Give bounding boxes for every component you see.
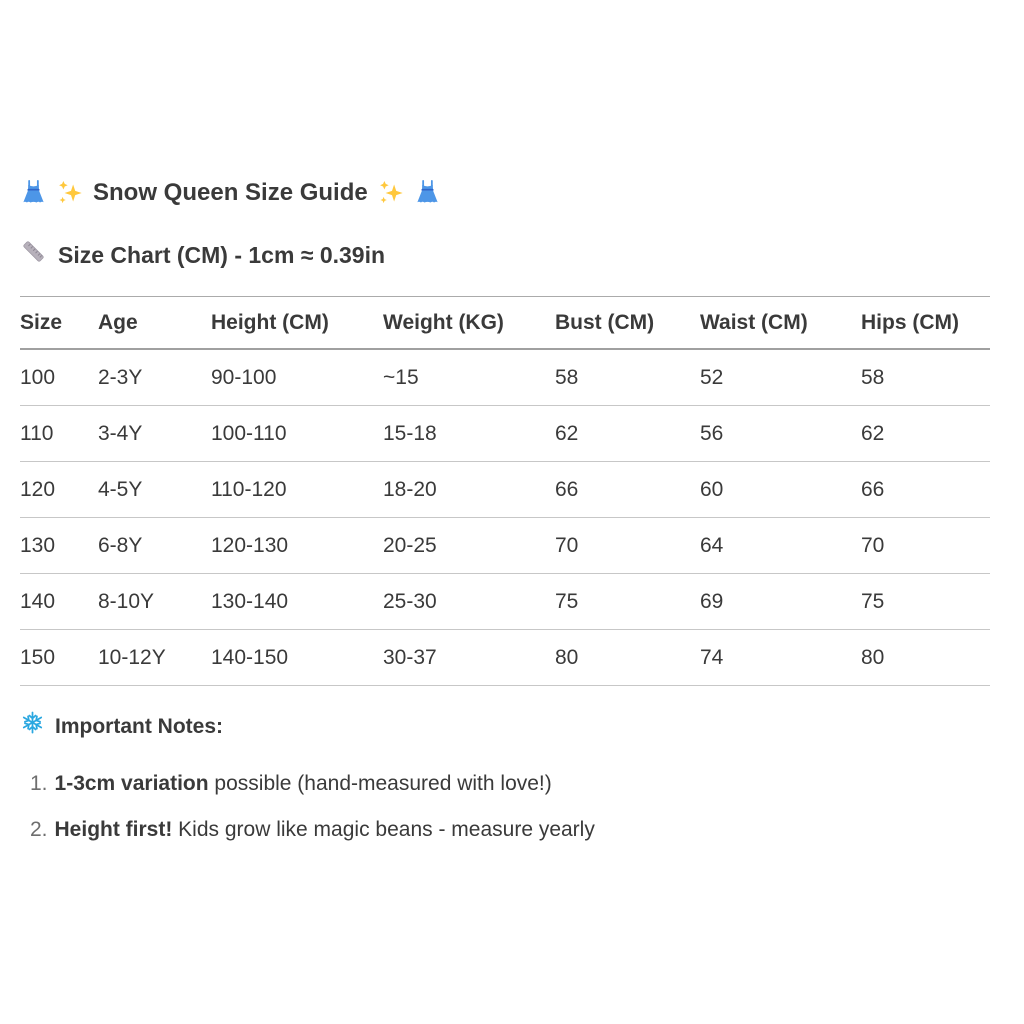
sparkles-icon: [377, 179, 405, 207]
table-row: [20, 518, 990, 574]
table-row: [20, 462, 990, 518]
table-header-cell: Age: [98, 311, 138, 334]
table-cell: 62: [861, 422, 885, 445]
table-body: [20, 349, 990, 686]
table-cell: 100: [20, 366, 56, 389]
table-cell: 150: [20, 646, 56, 669]
table-cell: 2-3Y: [98, 366, 143, 389]
size-chart-table: [20, 296, 990, 686]
table-cell: 70: [555, 534, 579, 557]
table-cell: 100-110: [211, 422, 287, 445]
ruler-icon: [20, 238, 47, 271]
table-cell: 66: [861, 478, 885, 501]
table-cell: 4-5Y: [98, 478, 143, 501]
table-row: [20, 406, 990, 462]
table-cell: 66: [555, 478, 579, 501]
page-title-text: Snow Queen Size Guide: [93, 178, 368, 206]
note-text: Kids grow like magic beans - measure yearly: [172, 818, 595, 841]
table-row: [20, 349, 990, 406]
table-row: [20, 574, 990, 630]
note-item: [30, 770, 990, 797]
table-cell: 6-8Y: [98, 534, 143, 557]
table-cell: 56: [700, 422, 724, 445]
table-header-row: [20, 297, 990, 350]
table-cell: 130: [20, 534, 56, 557]
table-cell: 110-120: [211, 478, 287, 501]
table-cell: 75: [861, 590, 885, 613]
note-text: possible (hand-measured with love!): [208, 772, 552, 795]
table-cell: 70: [861, 534, 885, 557]
snowflake-icon: [20, 710, 45, 743]
table-header-cell: Hips (CM): [861, 311, 959, 334]
table-header-cell: Weight (KG): [383, 311, 504, 334]
important-notes-heading-text: Important Notes:: [55, 714, 223, 738]
table-cell: 10-12Y: [98, 646, 166, 669]
table-cell: 8-10Y: [98, 590, 155, 613]
table-cell: 140-150: [211, 646, 289, 669]
table-cell: 58: [861, 366, 885, 389]
table-cell: 25-30: [383, 590, 437, 613]
note-bold-text: Height first!: [54, 818, 173, 841]
table-cell: 140: [20, 590, 56, 613]
important-notes-list: [20, 770, 990, 843]
table-row: [20, 630, 990, 686]
size-chart-subtitle-text: Size Chart (CM) - 1cm ≈ 0.39in: [58, 241, 386, 268]
table-cell: 30-37: [383, 646, 437, 669]
table-cell: ~15: [383, 366, 419, 389]
table-cell: 58: [555, 366, 579, 389]
table-cell: 80: [555, 646, 579, 669]
table-cell: 64: [700, 534, 724, 557]
table-cell: 75: [555, 590, 579, 613]
table-cell: 3-4Y: [98, 422, 143, 445]
table-cell: 74: [700, 646, 724, 669]
table-cell: 60: [700, 478, 724, 501]
sparkles-icon: [56, 179, 84, 207]
note-number: 2.: [30, 818, 48, 841]
page-title: [20, 178, 990, 207]
table-cell: 69: [700, 590, 724, 613]
table-header-cell: Bust (CM): [555, 311, 655, 334]
blue-dress-icon: [20, 178, 47, 207]
table-cell: 110: [20, 422, 54, 445]
table-cell: 18-20: [383, 478, 437, 501]
important-notes-heading: [20, 710, 990, 743]
table-cell: 120: [20, 478, 56, 501]
note-item: [30, 816, 990, 843]
blue-dress-icon: [414, 178, 441, 207]
table-cell: 15-18: [383, 422, 437, 445]
table-cell: 130-140: [211, 590, 289, 613]
table-header-cell: Height (CM): [211, 311, 329, 334]
table-cell: 120-130: [211, 534, 289, 557]
size-chart-subtitle: [20, 238, 990, 271]
table-header-cell: Size: [20, 311, 63, 334]
note-bold-text: 1-3cm variation: [54, 772, 209, 795]
table-cell: 52: [700, 366, 724, 389]
table-cell: 90-100: [211, 366, 277, 389]
table-cell: 20-25: [383, 534, 437, 557]
table-header-cell: Waist (CM): [700, 311, 808, 334]
note-number: 1.: [30, 772, 48, 795]
table-cell: 80: [861, 646, 885, 669]
table-cell: 62: [555, 422, 579, 445]
